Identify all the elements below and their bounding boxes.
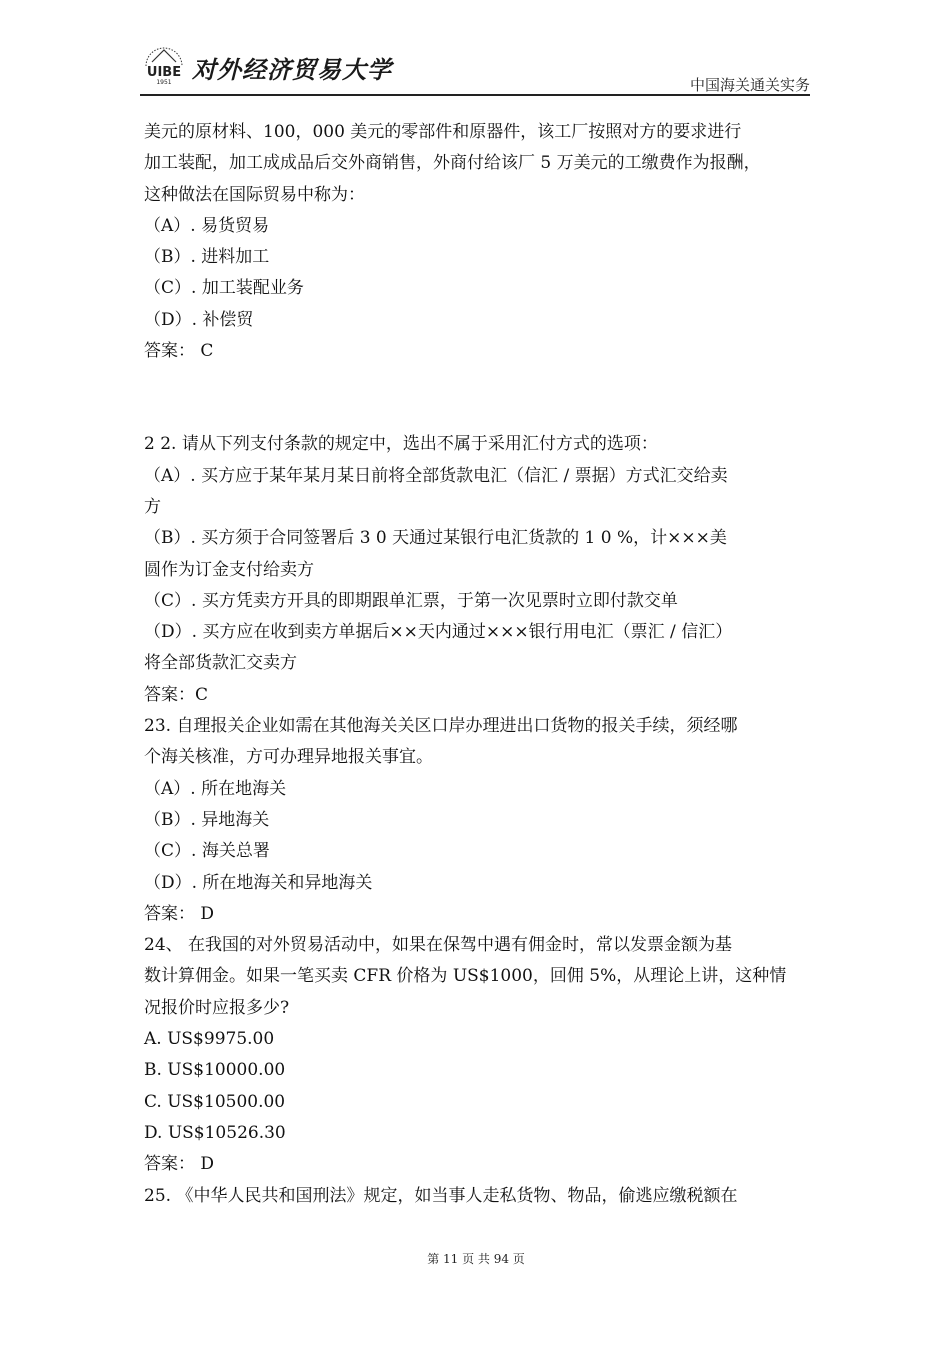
question-line: 24、 在我国的对外贸易活动中，如果在保驾中遇有佣金时，常以发票金额为基 <box>144 935 733 956</box>
option-line: （A）. 易货贸易 <box>144 215 270 236</box>
header-rule <box>140 94 810 96</box>
course-title: 中国海关通关实务 <box>689 76 810 94</box>
option-line: C. US$10500.00 <box>144 1091 286 1112</box>
option-line: （C）. 加工装配业务 <box>144 278 304 299</box>
university-name: 对外经济贸易大学 <box>192 55 392 84</box>
page-number: 第 11 页 共 94 页 <box>427 1252 525 1266</box>
text-line: 圆作为订金支付给卖方 <box>144 559 314 580</box>
question-line: 25. 《中华人民共和国刑法》规定，如当事人走私货物、物品，偷逃应缴税额在 <box>144 1185 738 1206</box>
option-line: （A）. 所在地海关 <box>144 778 287 799</box>
option-line: （C）. 海关总署 <box>144 841 270 862</box>
answer-line: 答案： D <box>144 1154 215 1175</box>
option-line: （B）. 买方须于合同签署后 3 0 天通过某银行电汇货款的 1 0 %，计×××美 <box>144 528 727 549</box>
text-line: 这种做法在国际贸易中称为： <box>144 184 365 205</box>
option-line: （D）. 买方应在收到卖方单据后××天内通过×××银行用电汇（票汇 / 信汇） <box>144 622 733 643</box>
option-line: （B）. 进料加工 <box>144 247 270 268</box>
question-line: 23. 自理报关企业如需在其他海关关区口岸办理进出口货物的报关手续，须经哪 <box>144 716 738 737</box>
logo-text: UIBE <box>146 65 182 80</box>
page-content <box>144 117 810 1212</box>
option-line: （D）. 所在地海关和异地海关 <box>144 872 373 893</box>
text-line: 将全部货款汇交卖方 <box>144 653 297 674</box>
text-line: 方 <box>144 496 161 517</box>
option-line: （B）. 异地海关 <box>144 809 270 830</box>
option-line: D. US$10526.30 <box>144 1122 286 1143</box>
text-line: 数计算佣金。如果一笔买卖 CFR 价格为 US$1000，回佣 5%，从理论上讲，这种情 <box>144 966 787 987</box>
page-header <box>140 28 810 96</box>
text-line: 美元的原材料、100，000 美元的零部件和原器件，该工厂按照对方的要求进行 <box>144 122 742 142</box>
text-line: 况报价时应报多少? <box>144 997 290 1018</box>
answer-line: 答案： C <box>144 341 214 362</box>
logo-year: 1951 <box>156 79 172 86</box>
answer-line: 答案：C <box>144 684 209 705</box>
spacer <box>144 367 810 429</box>
question-line: 2 2. 请从下列支付条款的规定中，选出不属于采用汇付方式的选项： <box>144 434 658 455</box>
option-line: A. US$9975.00 <box>144 1029 275 1050</box>
text-line: 个海关核准，方可办理异地报关事宜。 <box>144 747 433 768</box>
option-line: B. US$10000.00 <box>144 1060 286 1081</box>
answer-line: 答案： D <box>144 903 215 924</box>
option-line: （D）. 补偿贸 <box>144 309 254 330</box>
university-logo-icon <box>140 40 188 86</box>
option-line: （C）. 买方凭卖方开具的即期跟单汇票，于第一次见票时立即付款交单 <box>144 590 678 611</box>
option-line: （A）. 买方应于某年某月某日前将全部货款电汇（信汇 / 票据）方式汇交给卖 <box>144 465 728 486</box>
text-line: 加工装配，加工成成品后交外商销售，外商付给该厂 5 万美元的工缴费作为报酬， <box>144 153 761 174</box>
